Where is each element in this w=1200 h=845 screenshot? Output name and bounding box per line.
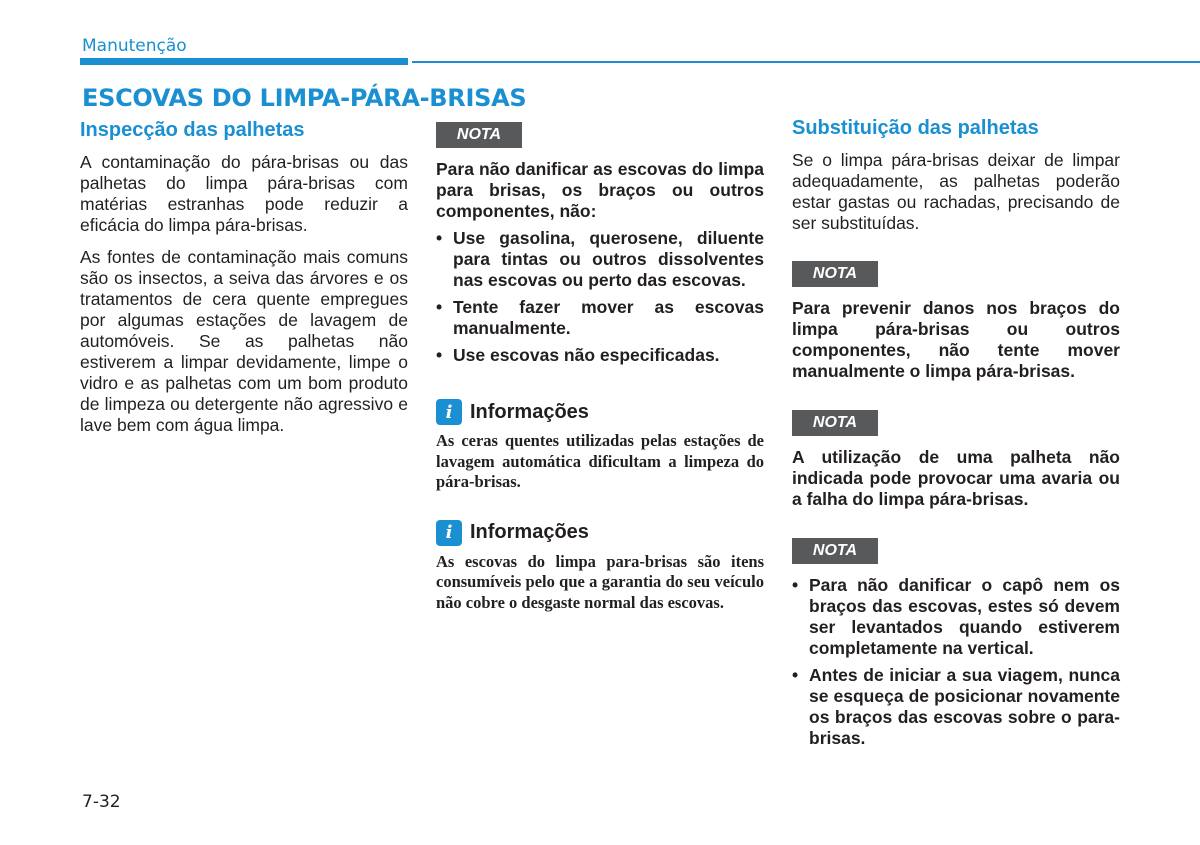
replacement-heading: Substituição das palhetas (792, 117, 1039, 139)
nota-badge: NOTA (436, 122, 522, 148)
list-item: • Use escovas não especificadas. (436, 345, 764, 366)
page-number: 7-32 (82, 792, 121, 812)
nota-intro: Para não danificar as escovas do limpa para brisas, os braços ou outros componentes, não: (436, 159, 764, 221)
nota-text: Para prevenir danos nos braços do limpa pára-brisas ou outros componentes, não tente mover manualmente o limpa pára-brisas. (792, 298, 1120, 381)
nota-text: A utilização de uma palheta não indicada pode provocar uma avaria ou a falha do limpa pára-brisas. (792, 447, 1120, 509)
list-item: • Use gasolina, querosene, diluente para tintas ou outros dissolventes nas escovas ou perto das escovas. (436, 228, 764, 291)
info-title: Informações (470, 521, 589, 543)
info-header (436, 399, 764, 425)
nota-badge: NOTA (792, 538, 878, 564)
replacement-paragraph: Se o limpa pára-brisas deixar de limpar adequadamente, as palhetas poderão estar gastas ou rachadas, precisando de ser substituídas. (792, 150, 1120, 233)
list-item: • Antes de iniciar a sua viagem, nunca se esqueça de posicionar novamente os braços das escovas sobre o para-brisas. (792, 665, 1120, 749)
list-item: • Tente fazer mover as escovas manualmente. (436, 297, 764, 339)
info-header (436, 520, 764, 546)
info-title: Informações (470, 400, 589, 423)
header-rule-thick (80, 58, 408, 65)
inspection-paragraph-1: A contaminação do pára-brisas ou das palhetas do limpa pára-brisas com matérias estranhas pode reduzir a eficácia do limpa pára-brisas. (80, 152, 408, 235)
info-icon: i (436, 520, 462, 546)
nota-badge: NOTA (792, 410, 878, 436)
column-2 (436, 122, 764, 613)
header-rule-thin (412, 61, 1200, 63)
column-3 (792, 116, 1120, 755)
nota-badge: NOTA (792, 261, 878, 287)
inspection-heading: Inspecção das palhetas (80, 119, 305, 141)
column-1 (80, 118, 408, 447)
nota-list (436, 228, 764, 366)
inspection-paragraph-2: As fontes de contaminação mais comuns são os insectos, a seiva das árvores e os tratamentos de cera quente empregues por algumas estações de lavagem de automóveis. Se as palhetas não estiverem a limpar devidamente, limpe o vidro e as palhetas com um bom produto de limpeza ou detergente não agressivo e lave bem com água limpa. (80, 247, 408, 435)
nota-list (792, 575, 1120, 749)
chapter-label: Manutenção (82, 36, 187, 56)
info-icon: i (436, 399, 462, 425)
info-text: As ceras quentes utilizadas pelas estações de lavagem automática dificultam a limpeza do pára-brisas. (436, 431, 764, 491)
section-title: ESCOVAS DO LIMPA-PÁRA-BRISAS (82, 84, 527, 112)
info-text: As escovas do limpa para-brisas são itens consumíveis pelo que a garantia do seu veículo não cobre o desgaste normal das escovas. (436, 551, 764, 612)
list-item: • Para não danificar o capô nem os braços das escovas, estes só devem ser levantados quando estiverem completamente na vertical. (792, 575, 1120, 659)
